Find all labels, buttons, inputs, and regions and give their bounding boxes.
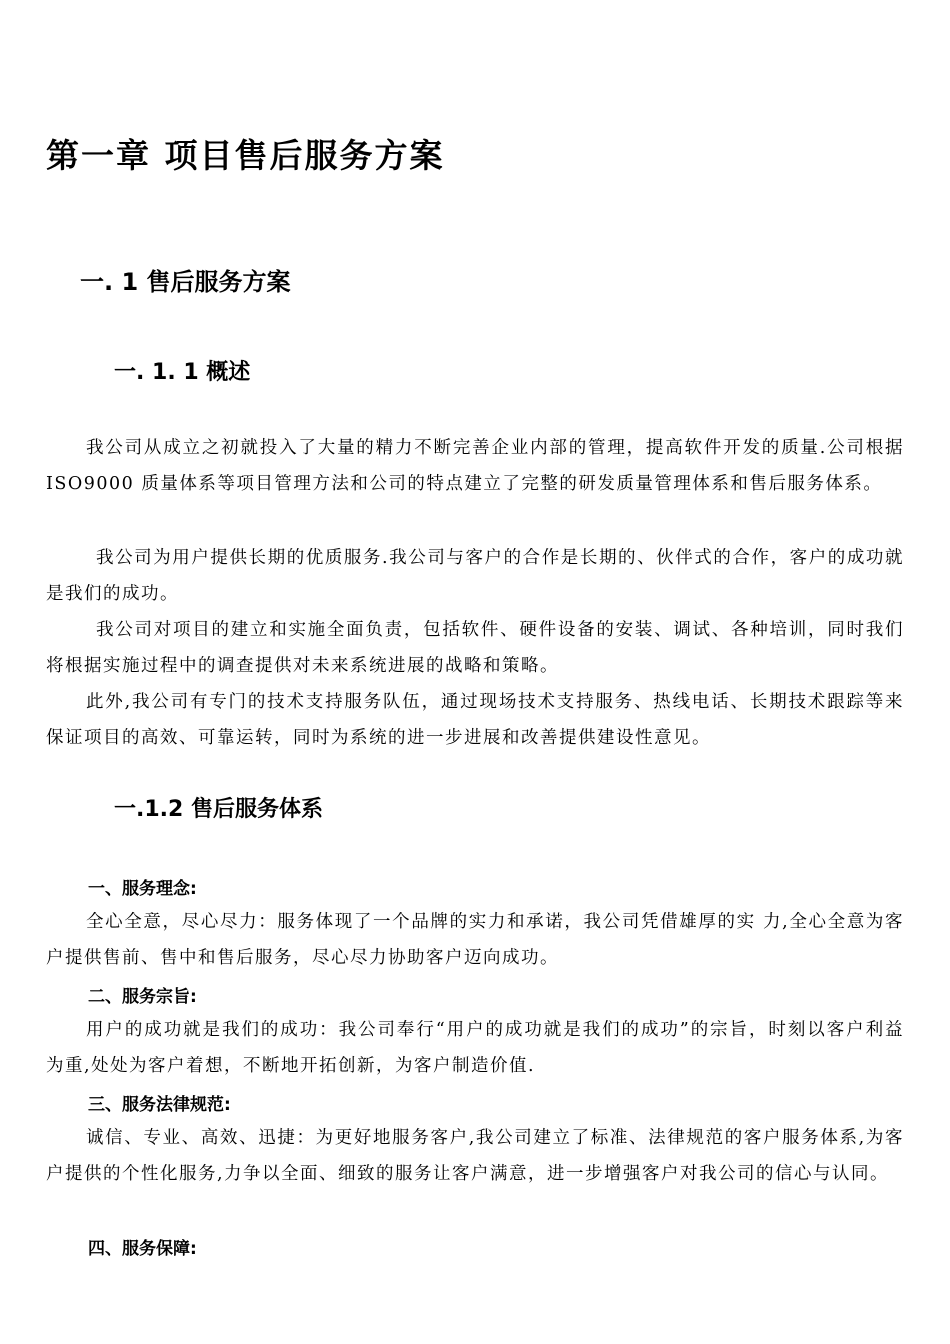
overview-paragraph-3: 我公司对项目的建立和实施全面负责，包括软件、硬件设备的安装、调试、各种培训，同时我们将根据实施过程中的调查提供对未来系统进展的战略和策略。 xyxy=(46,620,904,676)
section-heading-after-sales-plan: 一. 1 售后服务方案 xyxy=(80,268,291,296)
service-item-text: 诚信、专业、高效、迅捷：为更好地服务客户,我公司建立了标准、法律规范的客户服务体系,为客户提供的个性化服务,力争以全面、细致的服务让客户满意，进一步增强客户对我公司的信心与认同。 xyxy=(46,1128,904,1184)
overview-paragraph-1: 我公司从成立之初就投入了大量的精力不断完善企业内部的管理，提高软件开发的质量.公司根据 ISO9000 质量体系等项目管理方法和公司的特点建立了完整的研发质量管理体系和售后服务体系。 xyxy=(46,438,904,494)
service-item-text: 用户的成功就是我们的成功：我公司奉行“用户的成功就是我们的成功”的宗旨，时刻以客户利益为重,处处为客户着想，不断地开拓创新，为客户制造价值. xyxy=(46,1020,904,1076)
subsection-heading-overview: 一. 1. 1 概述 xyxy=(114,360,251,385)
service-item-title: 二、服务宗旨: xyxy=(88,987,197,1007)
service-item-title: 四、服务保障: xyxy=(88,1239,197,1259)
service-item-title: 一、服务理念: xyxy=(88,879,197,899)
overview-paragraph-2: 我公司为用户提供长期的优质服务.我公司与客户的合作是长期的、伙伴式的合作，客户的成功就是我们的成功。 xyxy=(46,548,904,604)
overview-paragraph-4: 此外,我公司有专门的技术支持服务队伍，通过现场技术支持服务、热线电话、长期技术跟踪等来保证项目的高效、可靠运转，同时为系统的进一步进展和改善提供建设性意见。 xyxy=(46,692,904,748)
service-item-title: 三、服务法律规范: xyxy=(88,1095,231,1115)
chapter-title: 第一章 项目售后服务方案 xyxy=(46,136,445,175)
subsection-heading-service-system: 一.1.2 售后服务体系 xyxy=(114,797,323,822)
service-item-text: 全心全意，尽心尽力：服务体现了一个品牌的实力和承诺，我公司凭借雄厚的实 力,全心全意为客户提供售前、售中和售后服务，尽心尽力协助客户迈向成功。 xyxy=(46,912,904,968)
